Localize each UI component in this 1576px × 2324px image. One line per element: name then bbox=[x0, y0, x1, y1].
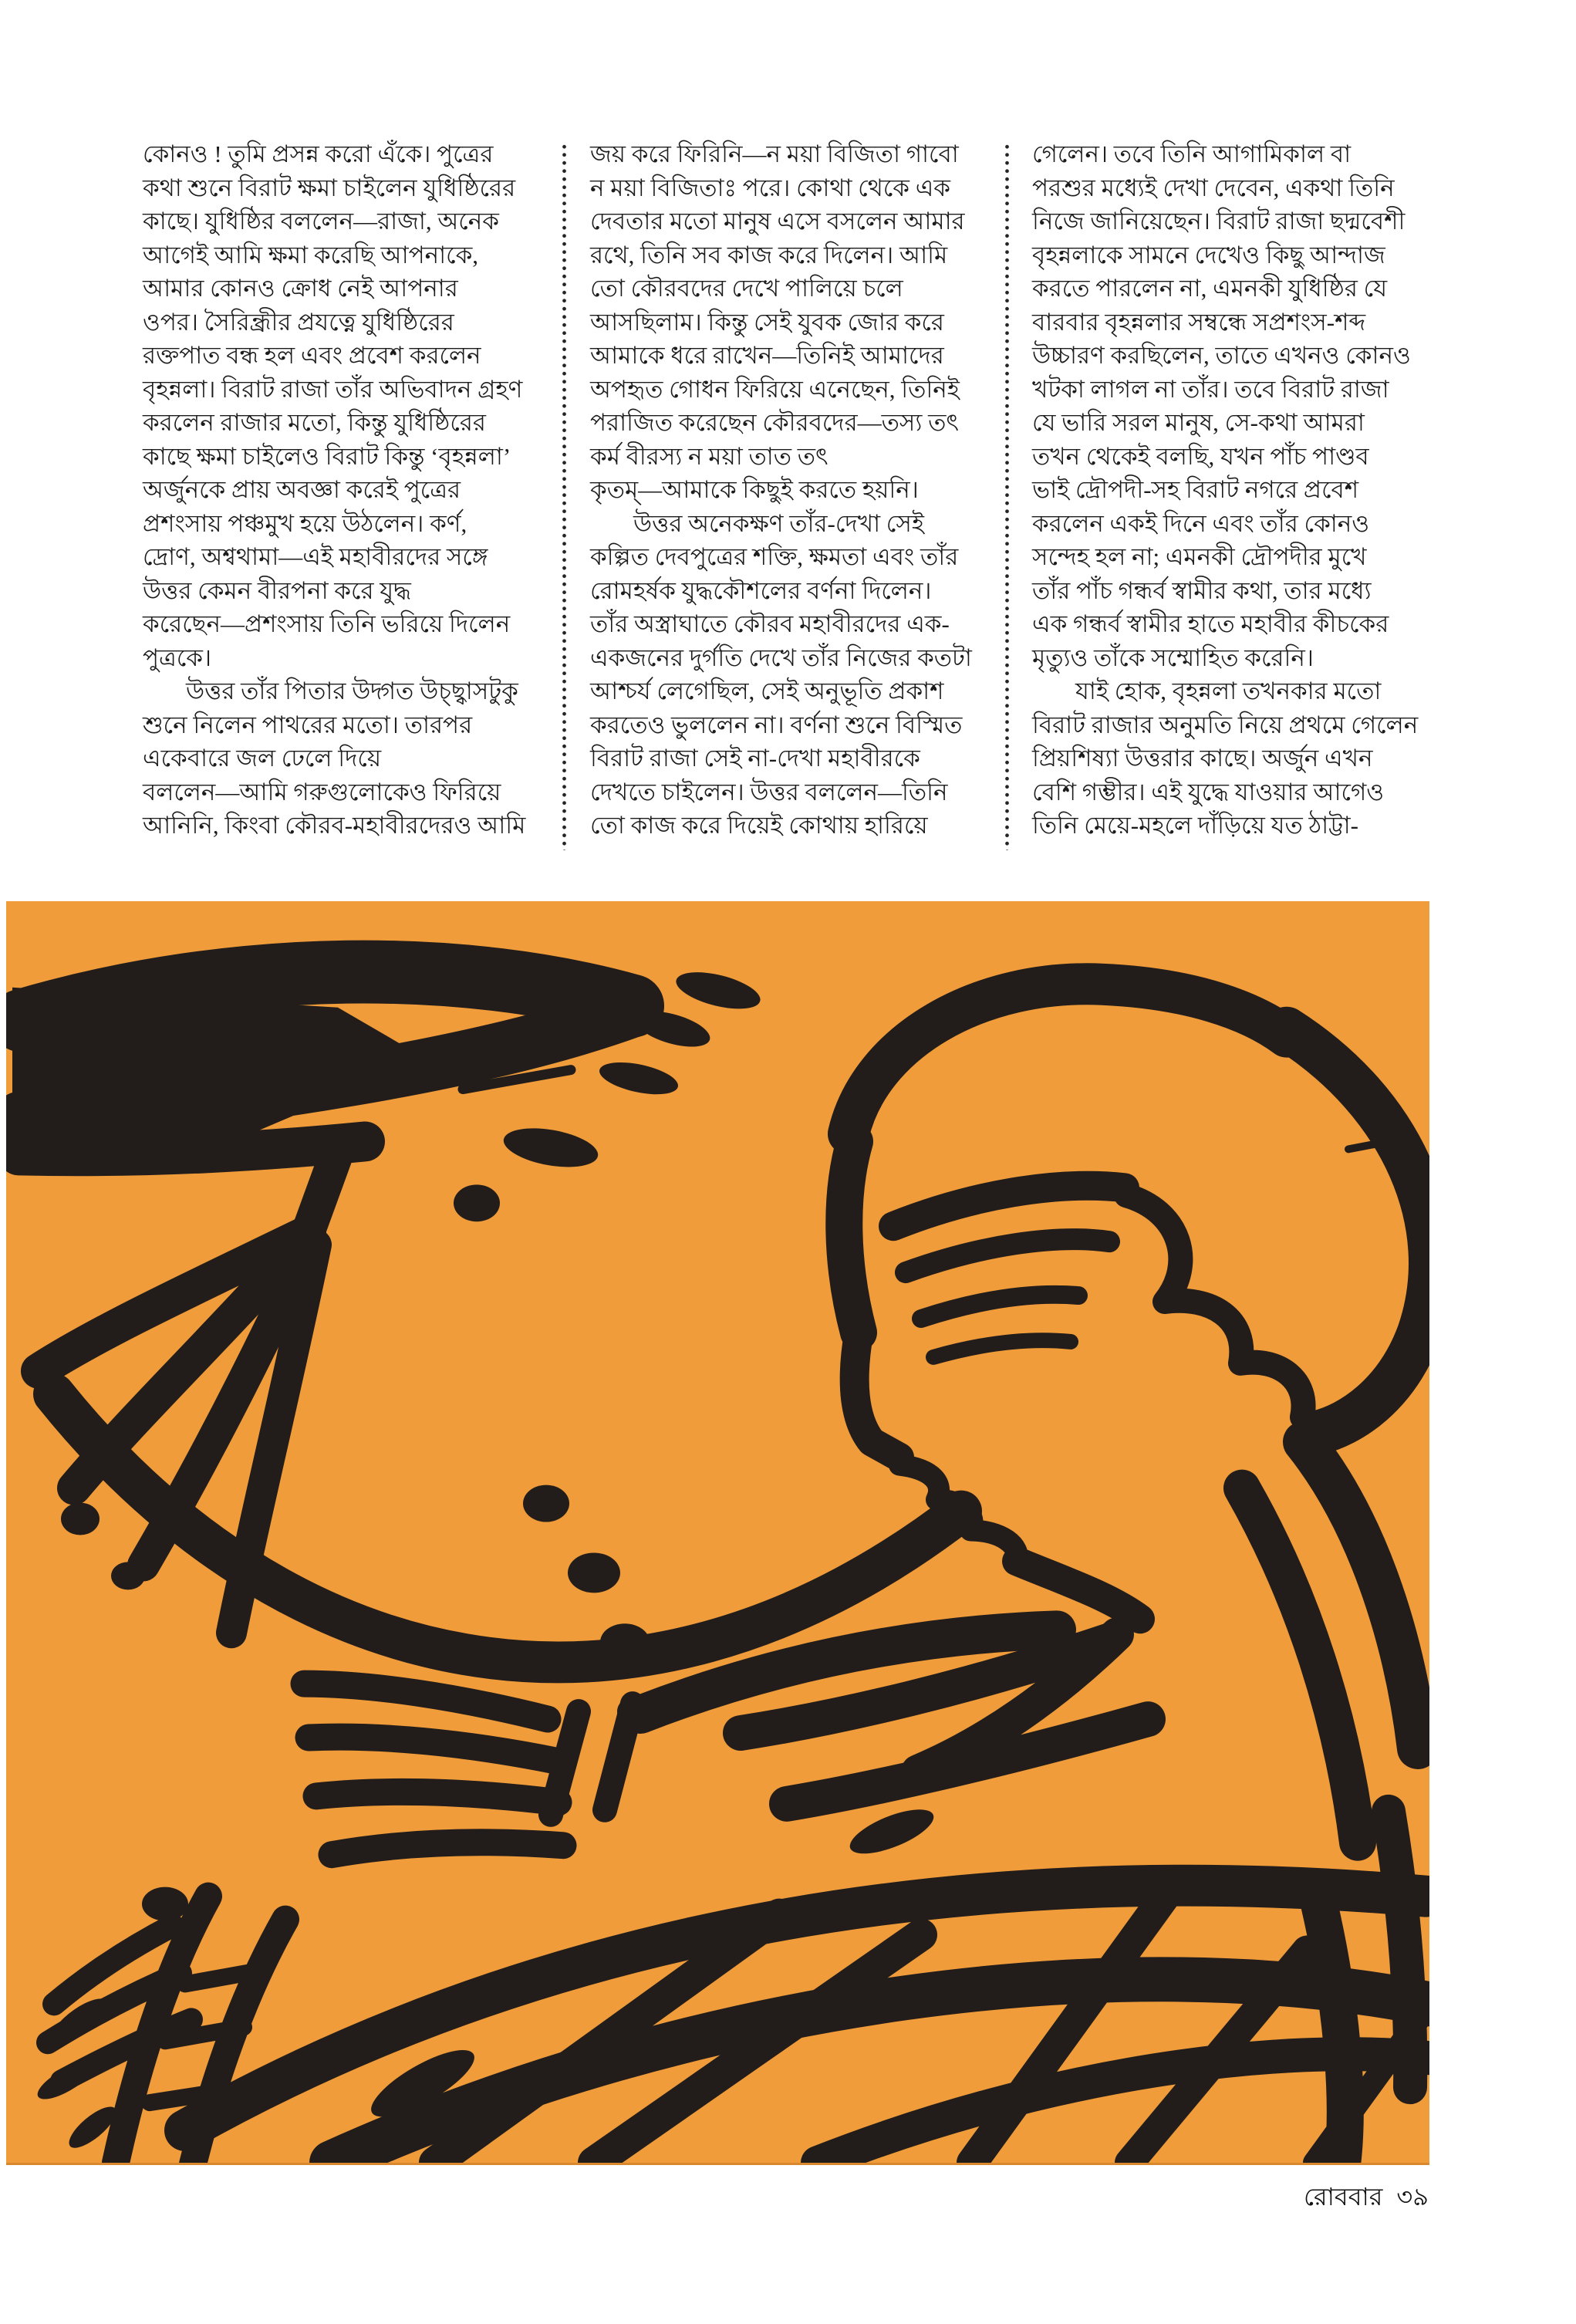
text-line: কাছে ক্ষমা চাইলেও বিরাট কিন্তু ‘বৃহন্নলা’ bbox=[143, 442, 511, 470]
text-line: গেলেন। তবে তিনি আগামিকাল বা bbox=[1032, 140, 1352, 167]
text-line: বারবার বৃহন্নলার সম্বন্ধে সপ্রশংস-শব্দ bbox=[1032, 308, 1366, 336]
text-line: একেবারে জল ঢেলে দিয়ে bbox=[143, 745, 382, 772]
text-line: কর্ম বীরস্য ন ময়া তাত তৎ bbox=[590, 442, 828, 470]
text-line: নিজে জানিয়েছেন। বিরাট রাজা ছদ্মবেশী bbox=[1032, 208, 1406, 235]
text-line: কথা শুনে বিরাট ক্ষমা চাইলেন যুধিষ্ঠিরের bbox=[143, 174, 516, 201]
text-line: সন্দেহ হল না; এমনকী দ্রৌপদীর মুখে bbox=[1032, 543, 1367, 570]
text-line: বেশি গম্ভীর। এই যুদ্ধে যাওয়ার আগেও bbox=[1032, 778, 1385, 806]
text-line: দেখতে চাইলেন। উত্তর বললেন—তিনি bbox=[590, 778, 948, 806]
text-line: করলেন একই দিনে এবং তাঁর কোনও bbox=[1032, 509, 1370, 537]
text-line: কল্পিত দেবপুত্রের শক্তি, ক্ষমতা এবং তাঁর bbox=[590, 543, 959, 570]
text-line: শুনে নিলেন পাথরের মতো। তারপর bbox=[143, 711, 473, 738]
column-divider-dotted bbox=[562, 144, 566, 850]
text-line: কাছে। যুধিষ্ঠির বললেন—রাজা, অনেক bbox=[143, 208, 499, 235]
text-line: দেবতার মতো মানুষ এসে বসলেন আমার bbox=[590, 208, 965, 235]
text-line: আমার কোনও ক্রোধ নেই আপনার bbox=[143, 275, 458, 302]
text-line: তো কৌরবদের দেখে পালিয়ে চলে bbox=[590, 275, 903, 302]
text-line: পরাজিত করেছেন কৌরবদের—তস্য তৎ bbox=[590, 409, 959, 436]
column-divider-dotted bbox=[1005, 144, 1009, 850]
text-line: ন ময়া বিজিতাঃ পরে। কোথা থেকে এক bbox=[590, 174, 950, 201]
text-line: উত্তর কেমন বীরপনা করে যুদ্ধ bbox=[143, 576, 411, 604]
text-line: তিনি মেয়ে-মহলে দাঁড়িয়ে যত ঠাট্টা- bbox=[1032, 812, 1358, 839]
text-line: এক গন্ধর্ব স্বামীর হাতে মহাবীর কীচকের bbox=[1032, 610, 1389, 637]
text-line: আগেই আমি ক্ষমা করেছি আপনাকে, bbox=[143, 241, 479, 269]
text-line: খটকা লাগল না তাঁর। তবে বিরাট রাজা bbox=[1032, 375, 1389, 403]
text-line: করতে পারলেন না, এমনকী যুধিষ্ঠির যে bbox=[1032, 275, 1388, 302]
text-line: দ্রোণ, অশ্বথামা—এই মহাবীরদের সঙ্গে bbox=[143, 543, 488, 570]
text-column-1 bbox=[143, 137, 579, 843]
text-line: বৃহন্নলাকে সামনে দেখেও কিছু আন্দাজ bbox=[1032, 241, 1385, 269]
text-line: প্রিয়শিষ্যা উত্তরার কাছে। অর্জুন এখন bbox=[1032, 745, 1373, 772]
text-line: উত্তর অনেকক্ষণ তাঁর-দেখা সেই bbox=[633, 509, 924, 537]
text-line: বললেন—আমি গরুগুলোকেও ফিরিয়ে bbox=[143, 778, 501, 806]
text-line: বিরাট রাজা সেই না-দেখা মহাবীরকে bbox=[590, 745, 920, 772]
text-line: পুত্রকে। bbox=[143, 643, 212, 671]
text-line: ভাই দ্রৌপদী-সহ বিরাট নগরে প্রবেশ bbox=[1032, 476, 1359, 503]
footer-magazine-name: রোববার bbox=[1304, 2183, 1383, 2211]
brush-ink-illustration bbox=[6, 901, 1429, 2165]
text-line: উচ্চারণ করছিলেন, তাতে এখনও কোনও bbox=[1032, 342, 1411, 369]
text-line: জয় করে ফিরিনি—ন ময়া বিজিতা গাবো bbox=[590, 140, 959, 167]
text-line: অর্জুনকে প্রায় অবজ্ঞা করেই পুত্রের bbox=[143, 476, 461, 503]
text-line: তাঁর অস্ত্রাঘাতে কৌরব মহাবীরদের এক- bbox=[590, 610, 950, 637]
text-column-3 bbox=[1032, 137, 1469, 843]
text-line: অপহৃত গোধন ফিরিয়ে এনেছেন, তিনিই bbox=[590, 375, 960, 403]
text-line: আশ্চর্য লেগেছিল, সেই অনুভূতি প্রকাশ bbox=[590, 677, 944, 704]
text-line: যাই হোক, বৃহন্নলা তখনকার মতো bbox=[1075, 677, 1382, 704]
text-line: করলেন রাজার মতো, কিন্তু যুধিষ্ঠিরের bbox=[143, 409, 486, 436]
text-line: ওপর। সৈরিন্ধ্রীর প্রযত্নে যুধিষ্ঠিরের bbox=[143, 308, 454, 336]
text-line: যে ভারি সরল মানুষ, সে-কথা আমরা bbox=[1032, 409, 1365, 436]
text-line: কোনও ! তুমি প্রসন্ন করো এঁকে। পুত্রের bbox=[143, 140, 494, 167]
text-line: তখন থেকেই বলছি, যখন পাঁচ পাণ্ডব bbox=[1032, 442, 1369, 470]
text-line: মৃত্যুও তাঁকে সম্মোহিত করেনি। bbox=[1032, 643, 1314, 671]
text-line: আনিনি, কিংবা কৌরব-মহাবীরদেরও আমি bbox=[143, 812, 526, 839]
text-line: রোমহর্ষক যুদ্ধকৌশলের বর্ণনা দিলেন। bbox=[590, 576, 932, 604]
text-line: তাঁর পাঁচ গন্ধর্ব স্বামীর কথা, তার মধ্যে bbox=[1032, 576, 1372, 604]
text-line: বিরাট রাজার অনুমতি নিয়ে প্রথমে গেলেন bbox=[1032, 711, 1419, 738]
text-line: করেছেন—প্রশংসায় তিনি ভরিয়ে দিলেন bbox=[143, 610, 511, 637]
text-line: রথে, তিনি সব কাজ করে দিলেন। আমি bbox=[590, 241, 948, 269]
text-line: একজনের দুর্গতি দেখে তাঁর নিজের কতটা bbox=[590, 643, 972, 671]
page-footer bbox=[1304, 2177, 1429, 2219]
text-line: আমাকে ধরে রাখেন—তিনিই আমাদের bbox=[590, 342, 944, 369]
footer-page-number: ৩৯ bbox=[1396, 2183, 1429, 2211]
illustration-svg bbox=[6, 901, 1429, 2163]
text-column-2 bbox=[590, 137, 1022, 843]
text-line: আসছিলাম। কিন্তু সেই যুবক জোর করে bbox=[590, 308, 944, 336]
eye-leaf-motif bbox=[12, 972, 961, 1663]
text-line: কৃতম্‌—আমাকে কিছুই করতে হয়নি। bbox=[590, 476, 919, 503]
text-line: পরশুর মধ্যেই দেখা দেবেন, একথা তিনি bbox=[1032, 174, 1395, 201]
text-line: তো কাজ করে দিয়েই কোথায় হারিয়ে bbox=[590, 812, 928, 839]
text-line: রক্তপাত বন্ধ হল এবং প্রবেশ করলেন bbox=[143, 342, 481, 369]
text-line: বৃহন্নলা। বিরাট রাজা তাঁর অভিবাদন গ্রহণ bbox=[143, 375, 523, 403]
text-line: প্রশংসায় পঞ্চমুখ হয়ে উঠলেন। কর্ণ, bbox=[143, 509, 467, 537]
text-line: করতেও ভুললেন না। বর্ণনা শুনে বিস্মিত bbox=[590, 711, 963, 738]
text-line: উত্তর তাঁর পিতার উদ্গত উচ্ছ্বাসটুকু bbox=[186, 677, 518, 704]
